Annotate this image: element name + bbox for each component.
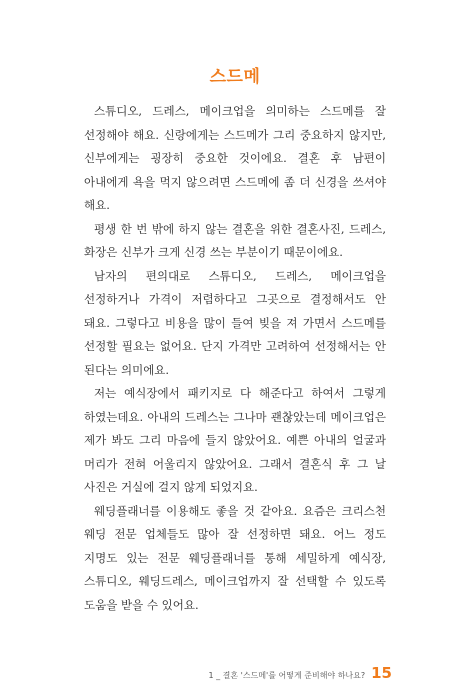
paragraph: 평생 한 번 밖에 하지 않는 결혼을 위한 결혼사진, 드레스, 화장은 신부가 크게 신경 쓰는 부분이기 때문이에요. xyxy=(84,221,386,259)
paragraph: 웨딩플래너를 이용해도 좋을 것 같아요. 요즘은 크리스천 웨딩 전문 업체들도 많아 잘 선정하면 돼요. 어느 정도 지명도 있는 전문 웨딩플래너를 통해 세밀하게 예식장, 스튜디오, 웨딩드레스, 메이크업까지 잘 선택할 수 있도록 도움을 받을 수 있어요. xyxy=(84,503,386,612)
page-footer xyxy=(208,664,392,682)
page-number: 15 xyxy=(371,664,392,682)
paragraph: 남자의 편의대로 스튜디오, 드레스, 메이크업을 선정하거나 가격이 저렴하다고 그곳으로 결정해서도 안 돼요. 그렇다고 비용을 많이 들여 빚을 져 가면서 스드메를 선정할 필요는 없어요. 단지 가격만 고려하여 선정해서는 안 된다는 의미에요. xyxy=(84,268,386,377)
body-text xyxy=(84,100,386,617)
section-title: 스드메 xyxy=(209,67,261,87)
chapter-running-head: 1 _ 결혼 '스드메'를 어떻게 준비해야 하나요? xyxy=(208,671,366,680)
paragraph: 스튜디오, 드레스, 메이크업을 의미하는 스드메를 잘 선정해야 해요. 신랑에게는 스드메가 그리 중요하지 않지만, 신부에게는 굉장히 중요한 것이에요. 결혼 후 남편이 아내에게 욕을 먹지 않으려면 스드메에 좀 더 신경을 쓰셔야 해요. xyxy=(84,104,386,212)
paragraph: 저는 예식장에서 패키지로 다 해준다고 하여서 그렇게 하였는데요. 아내의 드레스는 그나마 괜찮았는데 메이크업은 제가 봐도 그리 마음에 들지 않았어요. 예쁜 아내의 얼굴과 머리가 전혀 어울리지 않았어요. 그래서 결혼식 후 그 날 사진은 거실에 걸지 않게 되었지요. xyxy=(84,386,386,494)
